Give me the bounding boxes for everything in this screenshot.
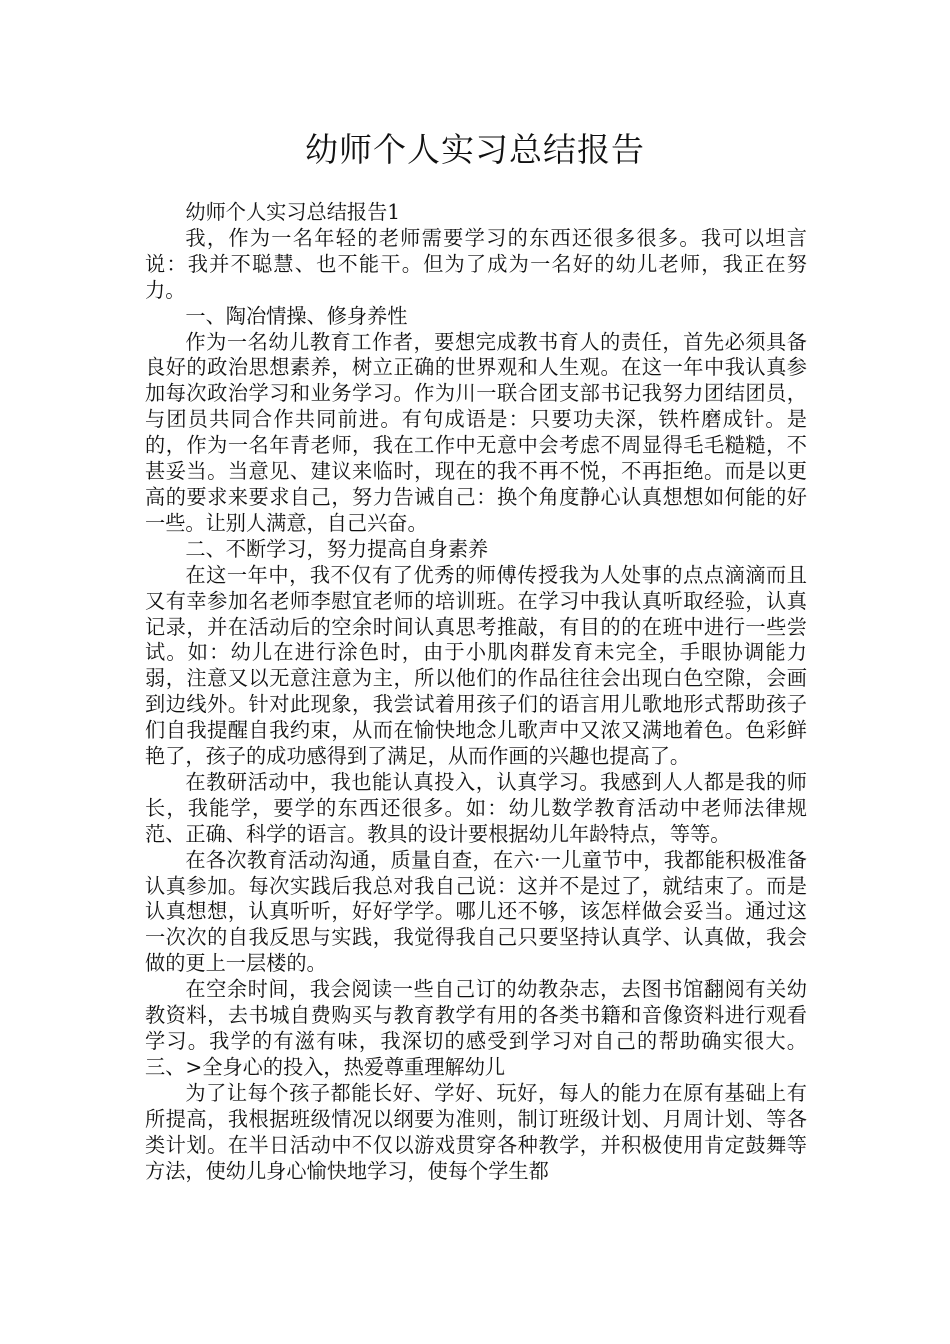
body-paragraph: 在这一年中，我不仅有了优秀的师傅传授我为人处事的点点滴滴而且又有幸参加名老师李慰宜老师的培训班。在学习中我认真听取经验，认真记录，并在活动后的空余时间认真思考推敲，有目的的在班中进行一些尝试。如：幼儿在进行涂色时，由于小肌肉群发育未完全，手眼协调能力弱，注意又以无意注意为主，所以他们的作品往往会出现白色空隙，会画到边线外。针对此现象，我尝试着用孩子们的语言用儿歌地形式帮助孩子们自我提醒自我约束，从而在愉快地念儿歌声中又浓又满地着色。色彩鲜艳了，孩子的成功感得到了满足，从而作画的兴趣也提高了。 bbox=[145, 562, 807, 769]
subtitle-paragraph: 幼师个人实习总结报告1 bbox=[185, 200, 401, 224]
body-paragraph: 作为一名幼儿教育工作者，要想完成教书育人的责任，首先必须具备良好的政治思想素养，树立正确的世界观和人生观。在这一年中我认真参加每次政治学习和业务学习。作为川一联合团支部书记我努力团结团员，与团员共同合作共同前进。有句成语是：只要功夫深，铁杵磨成针。是的，作为一名年青老师，我在工作中无意中会考虑不周显得毛毛糙糙，不甚妥当。当意见、建议来临时，现在的我不再不悦，不再拒绝。而是以更高的要求来要求自己，努力告诫自己：换个角度静心认真想想如何能的好一些。让别人满意，自己兴奋。 bbox=[145, 329, 807, 535]
body-paragraph: 在各次教育活动沟通，质量自查，在六·一儿童节中，我都能积极准备认真参加。每次实践后我总对我自己说：这并不是过了，就结束了。而是认真想想，认真听听，好好学学。哪儿还不够，该怎样做会妥当。通过这一次次的自我反思与实践，我觉得我自己只要坚持认真学、认真做，我会做的更上一层楼的。 bbox=[145, 847, 807, 976]
body-paragraph: 在教研活动中，我也能认真投入，认真学习。我感到人人都是我的师长，我能学，要学的东西还很多。如：幼儿数学教育活动中老师法律规范、正确、科学的语言。教具的设计要根据幼儿年龄特点，等等。 bbox=[145, 769, 807, 846]
body-paragraph: 为了让每个孩子都能长好、学好、玩好，每人的能力在原有基础上有所提高，我根据班级情况以纲要为准则，制订班级计划、月周计划、等各类计划。在半日活动中不仅以游戏贯穿各种教学，并积极使用肯定鼓舞等方法，使幼儿身心愉快地学习，使每个学生都 bbox=[145, 1080, 807, 1183]
section-heading: 二、不断学习，努力提高自身素养 bbox=[185, 536, 489, 561]
body-paragraph: 我，作为一名年轻的老师需要学习的东西还很多很多。我可以坦言说：我并不聪慧、也不能干。但为了成为一名好的幼儿老师，我正在努力。 bbox=[145, 225, 807, 302]
document-body bbox=[145, 200, 807, 1184]
document-title: 幼师个人实习总结报告 bbox=[305, 130, 645, 169]
body-paragraph: 在空余时间，我会阅读一些自己订的幼教杂志，去图书馆翻阅有关幼教资料，去书城自费购买与教育教学有用的各类书籍和音像资料进行观看学习。我学的有滋有味，我深切的感受到学习对自己的帮助确实很大。三、>全身心的投入，热爱尊重理解幼儿 bbox=[145, 977, 807, 1079]
section-heading: 一、陶冶情操、修身养性 bbox=[185, 303, 408, 328]
